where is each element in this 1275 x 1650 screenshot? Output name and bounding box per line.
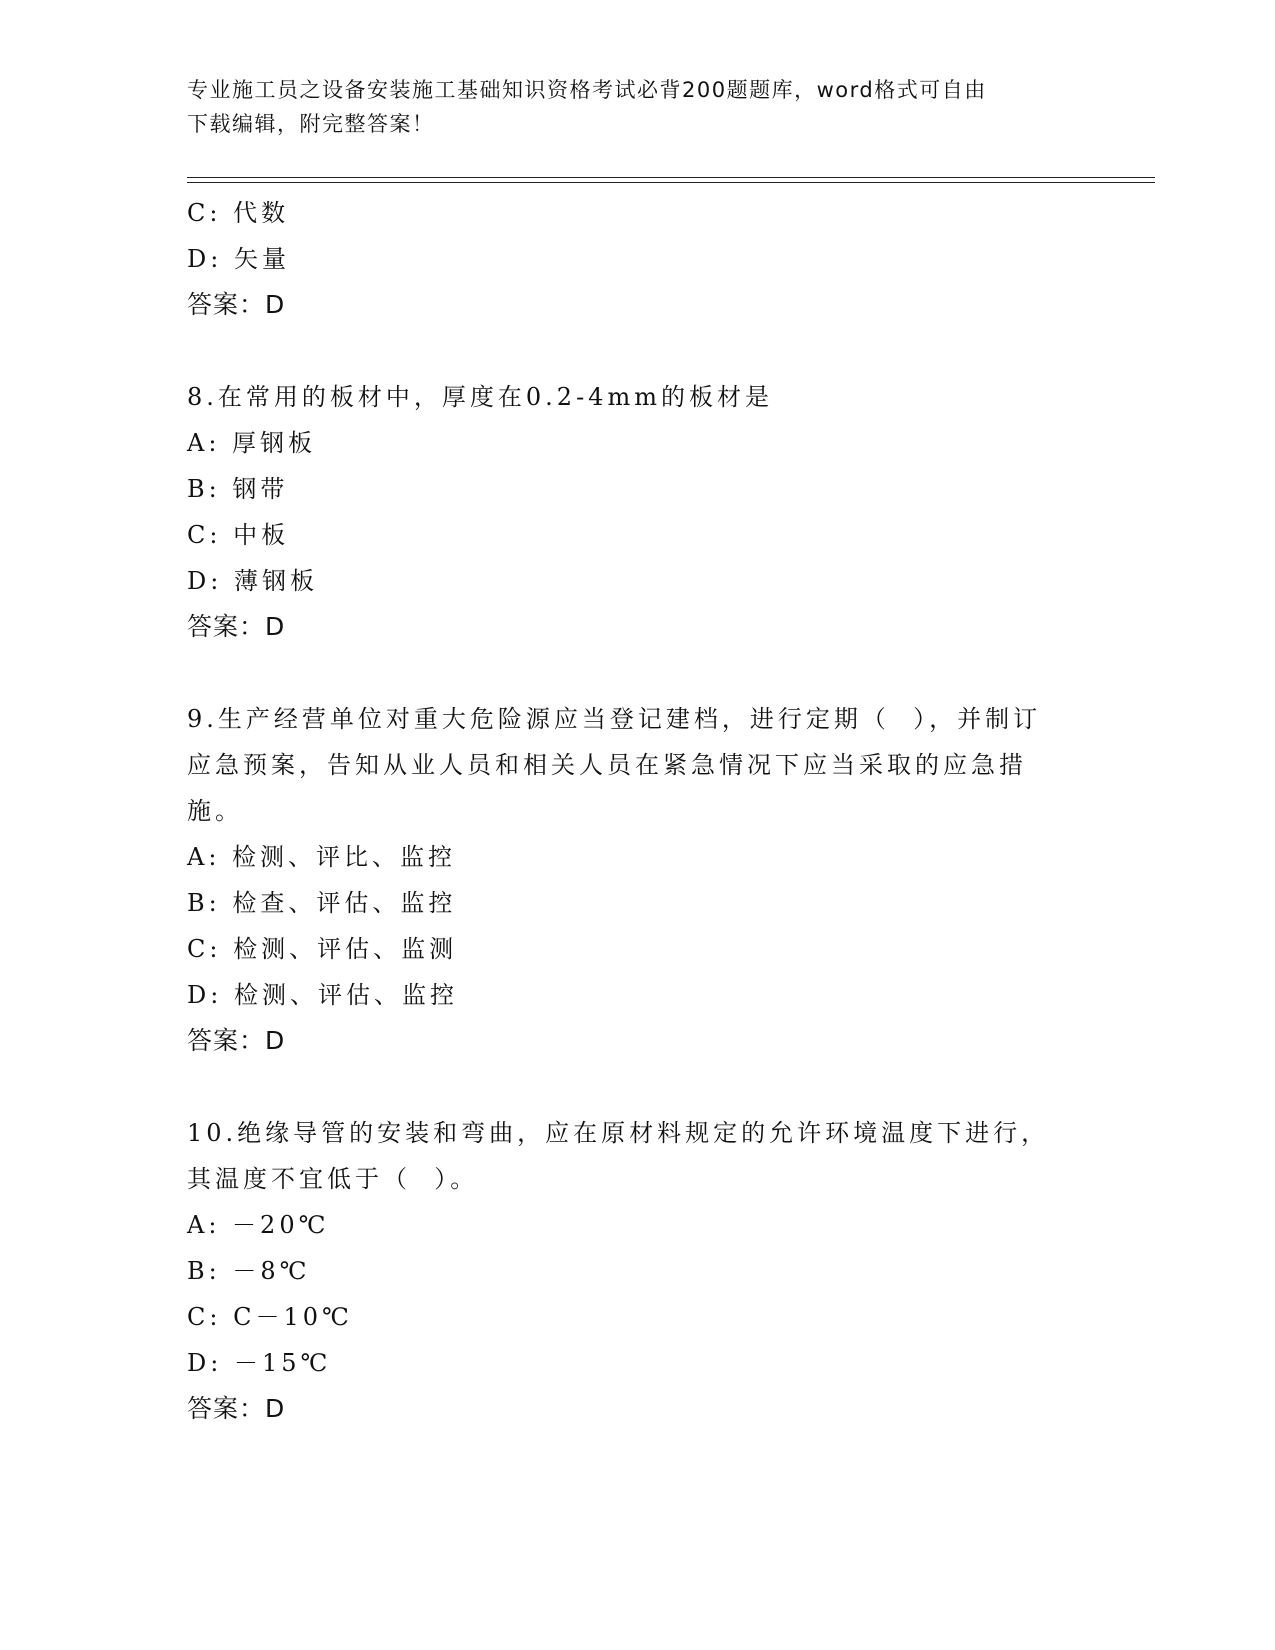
document-content <box>187 190 1087 1432</box>
answer-line: 答案：D <box>187 1026 286 1055</box>
spacer <box>187 1064 1087 1110</box>
option-a: A: －20℃ <box>187 1211 330 1239</box>
question-stem: 10.绝缘导管的安装和弯曲，应在原材料规定的允许环境温度下进行， <box>187 1119 1050 1147</box>
option-c: C: 检测、评估、监测 <box>187 935 458 963</box>
option-d: D: 检测、评估、监控 <box>187 981 458 1009</box>
option-b: B: 检查、评估、监控 <box>187 889 457 917</box>
question-stem: 其温度不宜低于（ ）。 <box>187 1165 479 1193</box>
header-rule-top <box>187 177 1155 178</box>
option-d: D: 薄钢板 <box>187 567 318 595</box>
answer-line: 答案：D <box>187 1394 286 1423</box>
option-b: B: 钢带 <box>187 475 289 503</box>
spacer <box>187 328 1087 374</box>
header-line-2: 下载编辑，附完整答案！ <box>187 112 435 136</box>
option-a: A: 厚钢板 <box>187 429 317 457</box>
option-c: C: C－10℃ <box>187 1303 353 1331</box>
option-d: D: 矢量 <box>187 245 290 273</box>
header-rule-bottom <box>187 182 1155 183</box>
question-7-partial <box>187 190 1087 328</box>
answer-line: 答案：D <box>187 290 286 319</box>
option-c: C: 代数 <box>187 199 290 227</box>
document-header <box>187 73 1067 141</box>
question-stem: 施。 <box>187 797 243 825</box>
answer-line: 答案：D <box>187 612 286 641</box>
question-stem: 8.在常用的板材中，厚度在0.2-4mm的板材是 <box>187 383 773 411</box>
question-stem: 9.生产经营单位对重大危险源应当登记建档，进行定期（ ），并制订 <box>187 705 1042 733</box>
option-d: D: －15℃ <box>187 1349 332 1377</box>
header-line-1: 专业施工员之设备安装施工基础知识资格考试必背200题题库，word格式可自由 <box>187 78 987 102</box>
option-c: C: 中板 <box>187 521 290 549</box>
spacer <box>187 650 1087 696</box>
question-10 <box>187 1110 1087 1432</box>
question-8 <box>187 374 1087 650</box>
option-b: B: －8℃ <box>187 1257 311 1285</box>
question-stem: 应急预案，告知从业人员和相关人员在紧急情况下应当采取的应急措 <box>187 751 1027 779</box>
option-a: A: 检测、评比、监控 <box>187 843 457 871</box>
question-9 <box>187 696 1087 1064</box>
